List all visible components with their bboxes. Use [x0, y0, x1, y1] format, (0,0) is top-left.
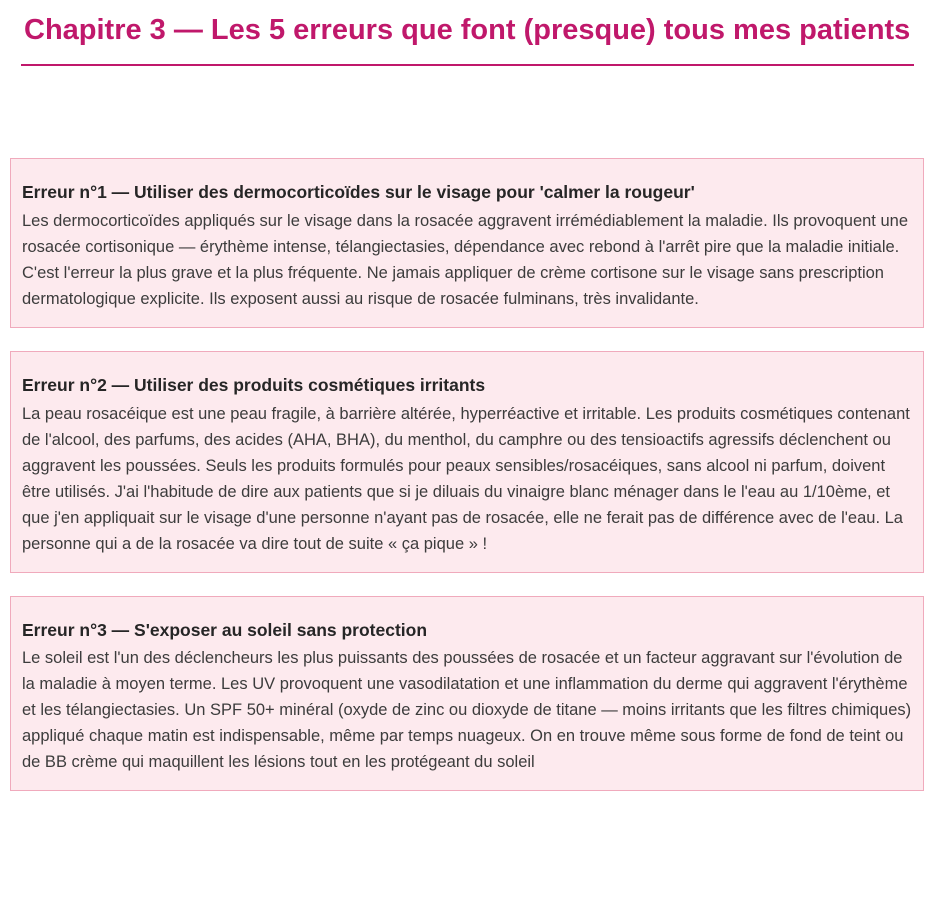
error-cards-container [10, 158, 924, 791]
error-3-heading: Erreur n°3 — S'exposer au soleil sans protection [22, 619, 428, 640]
title-divider [21, 64, 914, 66]
error-3-body: Le soleil est l'un des déclencheurs les plus puissants des poussées de rosacée et un facteur aggravant sur l'évolution de la maladie à moyen terme. Les UV provoquent une vasodilatation et une inflammation du derme qui aggravent l'érythème et les télangiectasies. Un SPF 50+ minéral (oxyde de zinc ou dioxyde de titane — moins irritants que les filtres chimiques) appliqué chaque matin est indispensable, même par temps nuageux. On en trouve même sous forme de fond de teint ou de BB crème qui maquillent les lésions tout en les protégeant du soleil [22, 649, 912, 772]
error-card-3 [10, 596, 924, 792]
error-1-heading: Erreur n°1 — Utiliser des dermocorticoïdes sur le visage pour 'calmer la rougeur' [22, 182, 695, 203]
error-2-body: La peau rosacéique est une peau fragile, à barrière altérée, hyperréactive et irritable. Les produits cosmétiques contenant de l'alcool, des parfums, des acides (AHA, BHA), du menthol, du camphre ou des tensioactifs agressifs déclenchent ou aggravent les poussées. Seuls les produits formulés pour peaux sensibles/rosacéiques, sans alcool ni parfum, doivent être utilisés. J'ai l'habitude de dire aux patients que si je diluais du vinaigre blanc ménager dans le l'eau au 1/10ème, et que j'en appliquait sur le visage d'une personne n'ayant pas de rosacée, elle ne ferait pas de différence avec de l'eau. La personne qui a de la rosacée va dire tout de suite « ça pique » ! [22, 404, 910, 553]
error-1-body: Les dermocorticoïdes appliqués sur le visage dans la rosacée aggravent irrémédiablement la maladie. Ils provoquent une rosacée cortisonique — érythème intense, télangiectasies, dépendance avec rebond à l'arrêt pire que la maladie initiale. C'est l'erreur la plus grave et la plus fréquente. Ne jamais appliquer de crème cortisone sur le visage sans prescription dermatologique explicite. Ils exposent aussi au risque de rosacée fulminans, très invalidante. [22, 211, 909, 308]
error-2-heading: Erreur n°2 — Utiliser des produits cosmétiques irritants [22, 374, 486, 395]
page-title: Chapitre 3 — Les 5 erreurs que font (presque) tous mes patients [24, 14, 911, 46]
error-card-1 [10, 158, 924, 328]
error-card-2 [10, 351, 924, 573]
